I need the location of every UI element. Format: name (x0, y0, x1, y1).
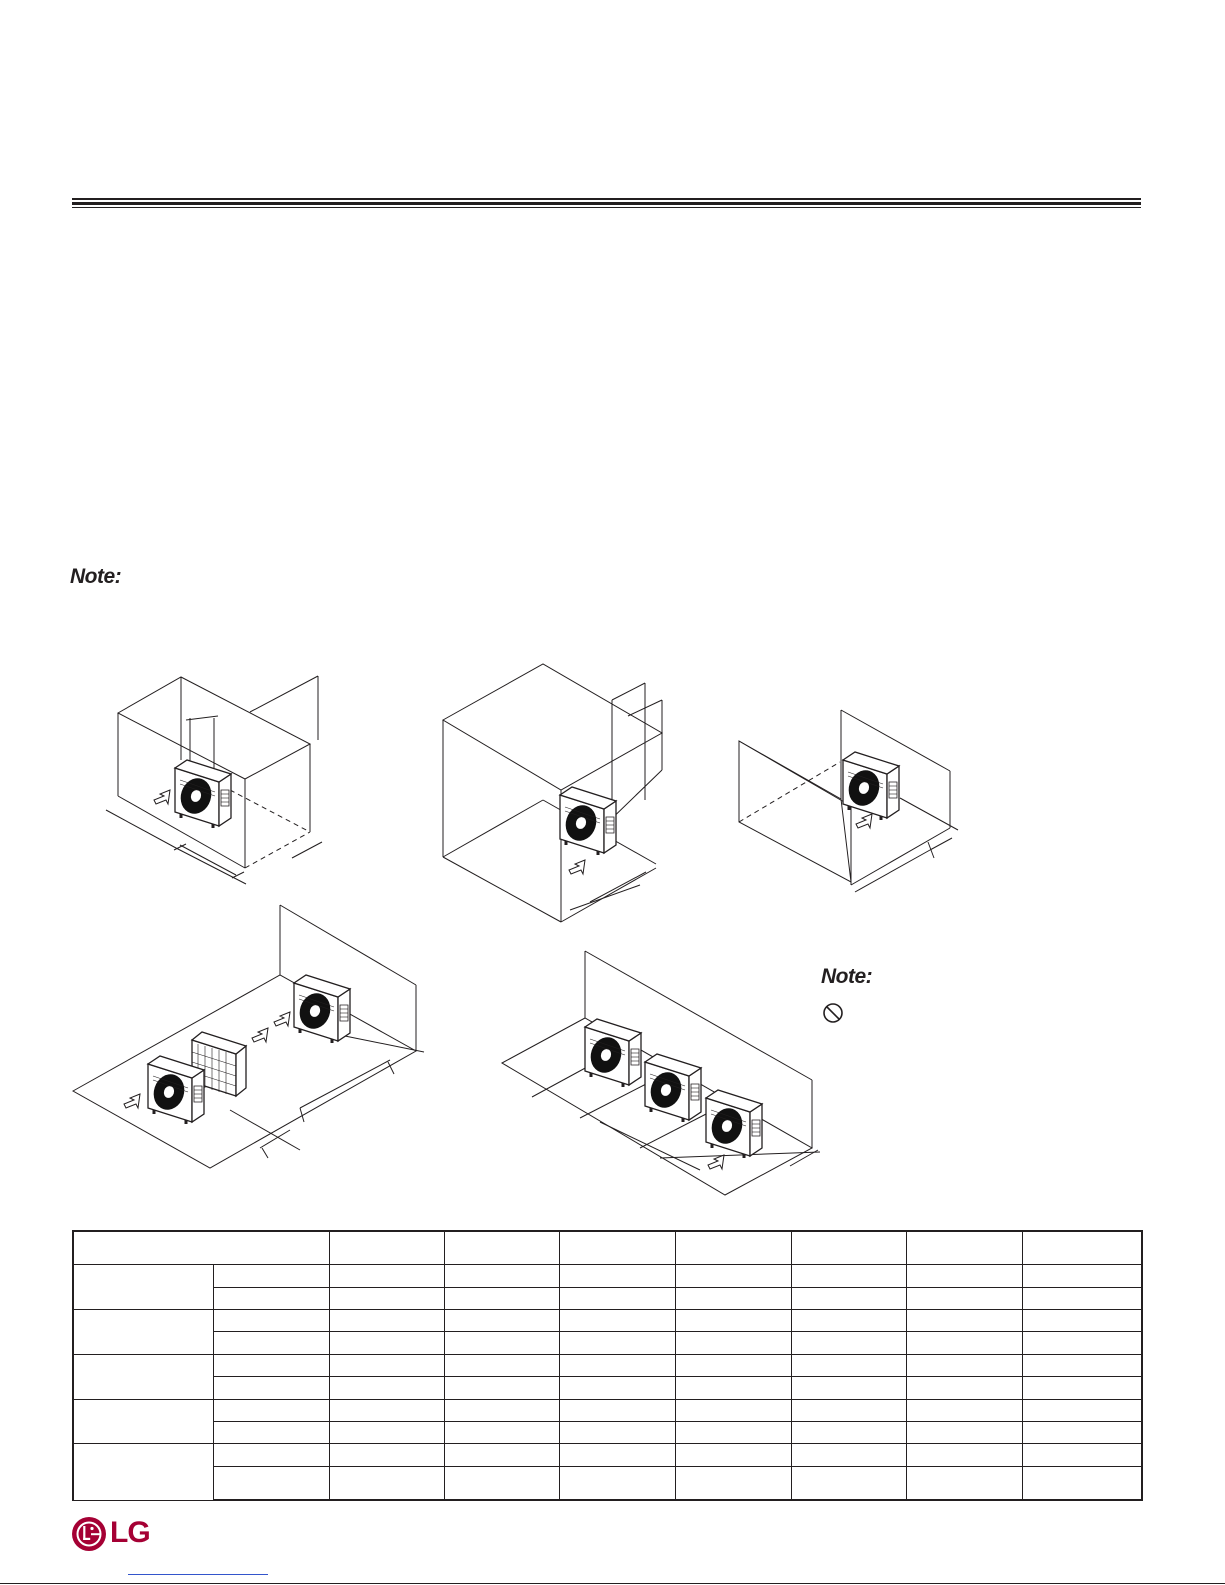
value-cell (559, 1399, 675, 1421)
table-row (73, 1309, 1142, 1331)
value-cell (791, 1444, 906, 1466)
value-cell (559, 1309, 675, 1331)
value-cell (906, 1309, 1022, 1331)
value-cell (444, 1399, 559, 1421)
prohibited-icon (824, 1004, 842, 1022)
value-cell (791, 1354, 906, 1376)
value-cell (444, 1309, 559, 1331)
value-cell (329, 1265, 444, 1287)
value-cell (1022, 1466, 1142, 1500)
value-cell (791, 1421, 906, 1443)
sub-cell (213, 1444, 329, 1466)
header-cell (444, 1231, 559, 1265)
value-cell (675, 1332, 791, 1354)
value-cell (329, 1332, 444, 1354)
value-cell (444, 1287, 559, 1309)
value-cell (329, 1444, 444, 1466)
value-cell (791, 1332, 906, 1354)
value-cell (1022, 1309, 1142, 1331)
group-cell (73, 1354, 213, 1399)
value-cell (791, 1466, 906, 1500)
value-cell (444, 1466, 559, 1500)
table-header-row (73, 1231, 1142, 1265)
value-cell (906, 1265, 1022, 1287)
note-label-right: Note: (821, 965, 873, 988)
table-row (73, 1265, 1142, 1287)
value-cell (675, 1444, 791, 1466)
value-cell (791, 1287, 906, 1309)
value-cell (906, 1399, 1022, 1421)
header-cell (559, 1231, 675, 1265)
value-cell (675, 1309, 791, 1331)
value-cell (444, 1444, 559, 1466)
value-cell (559, 1332, 675, 1354)
header-cell (906, 1231, 1022, 1265)
value-cell (906, 1332, 1022, 1354)
value-cell (675, 1377, 791, 1399)
footer-link[interactable] (128, 1574, 268, 1575)
sub-cell (213, 1287, 329, 1309)
value-cell (906, 1377, 1022, 1399)
table-row (73, 1377, 1142, 1399)
footer-rule (0, 1583, 1225, 1584)
diagram-5 (502, 951, 820, 1195)
value-cell (559, 1377, 675, 1399)
value-cell (791, 1399, 906, 1421)
value-cell (1022, 1377, 1142, 1399)
value-cell (559, 1287, 675, 1309)
value-cell (791, 1265, 906, 1287)
value-cell (329, 1466, 444, 1500)
value-cell (444, 1265, 559, 1287)
diagram-2 (443, 664, 662, 922)
value-cell (329, 1421, 444, 1443)
sub-cell (213, 1399, 329, 1421)
value-cell (329, 1377, 444, 1399)
sub-cell (213, 1354, 329, 1376)
value-cell (906, 1444, 1022, 1466)
diagram-4 (73, 905, 424, 1168)
value-cell (906, 1287, 1022, 1309)
value-cell (1022, 1287, 1142, 1309)
value-cell (1022, 1399, 1142, 1421)
value-cell (906, 1354, 1022, 1376)
value-cell (329, 1354, 444, 1376)
value-cell (329, 1287, 444, 1309)
diagram-1 (106, 676, 322, 884)
table-row (73, 1444, 1142, 1466)
header-cell (329, 1231, 444, 1265)
table-row (73, 1466, 1142, 1500)
header-cell (791, 1231, 906, 1265)
table-row (73, 1421, 1142, 1443)
note-label-top: Note: (70, 565, 122, 588)
value-cell (559, 1444, 675, 1466)
table-row (73, 1354, 1142, 1376)
clearance-table (72, 1230, 1143, 1501)
sub-cell (213, 1466, 329, 1500)
sub-cell (213, 1377, 329, 1399)
value-cell (1022, 1265, 1142, 1287)
group-cell (73, 1399, 213, 1444)
table-row (73, 1332, 1142, 1354)
value-cell (791, 1377, 906, 1399)
table-row (73, 1287, 1142, 1309)
value-cell (1022, 1444, 1142, 1466)
value-cell (329, 1399, 444, 1421)
sub-cell (213, 1332, 329, 1354)
group-cell (73, 1309, 213, 1354)
value-cell (791, 1309, 906, 1331)
value-cell (559, 1421, 675, 1443)
value-cell (1022, 1332, 1142, 1354)
value-cell (444, 1421, 559, 1443)
value-cell (444, 1354, 559, 1376)
brand-name: LG (110, 1516, 150, 1549)
group-cell (73, 1265, 213, 1310)
table-row (73, 1399, 1142, 1421)
value-cell (329, 1309, 444, 1331)
value-cell (444, 1332, 559, 1354)
value-cell (675, 1354, 791, 1376)
value-cell (675, 1287, 791, 1309)
sub-cell (213, 1421, 329, 1443)
value-cell (906, 1421, 1022, 1443)
value-cell (906, 1466, 1022, 1500)
sub-cell (213, 1309, 329, 1331)
header-cell (1022, 1231, 1142, 1265)
sub-cell (213, 1265, 329, 1287)
group-cell (73, 1444, 213, 1500)
header-cell (73, 1231, 329, 1265)
value-cell (559, 1466, 675, 1500)
diagram-3 (739, 710, 958, 892)
header-cell (675, 1231, 791, 1265)
value-cell (1022, 1421, 1142, 1443)
value-cell (444, 1377, 559, 1399)
value-cell (675, 1265, 791, 1287)
value-cell (1022, 1354, 1142, 1376)
value-cell (559, 1265, 675, 1287)
value-cell (675, 1421, 791, 1443)
value-cell (559, 1354, 675, 1376)
value-cell (675, 1399, 791, 1421)
value-cell (675, 1466, 791, 1500)
